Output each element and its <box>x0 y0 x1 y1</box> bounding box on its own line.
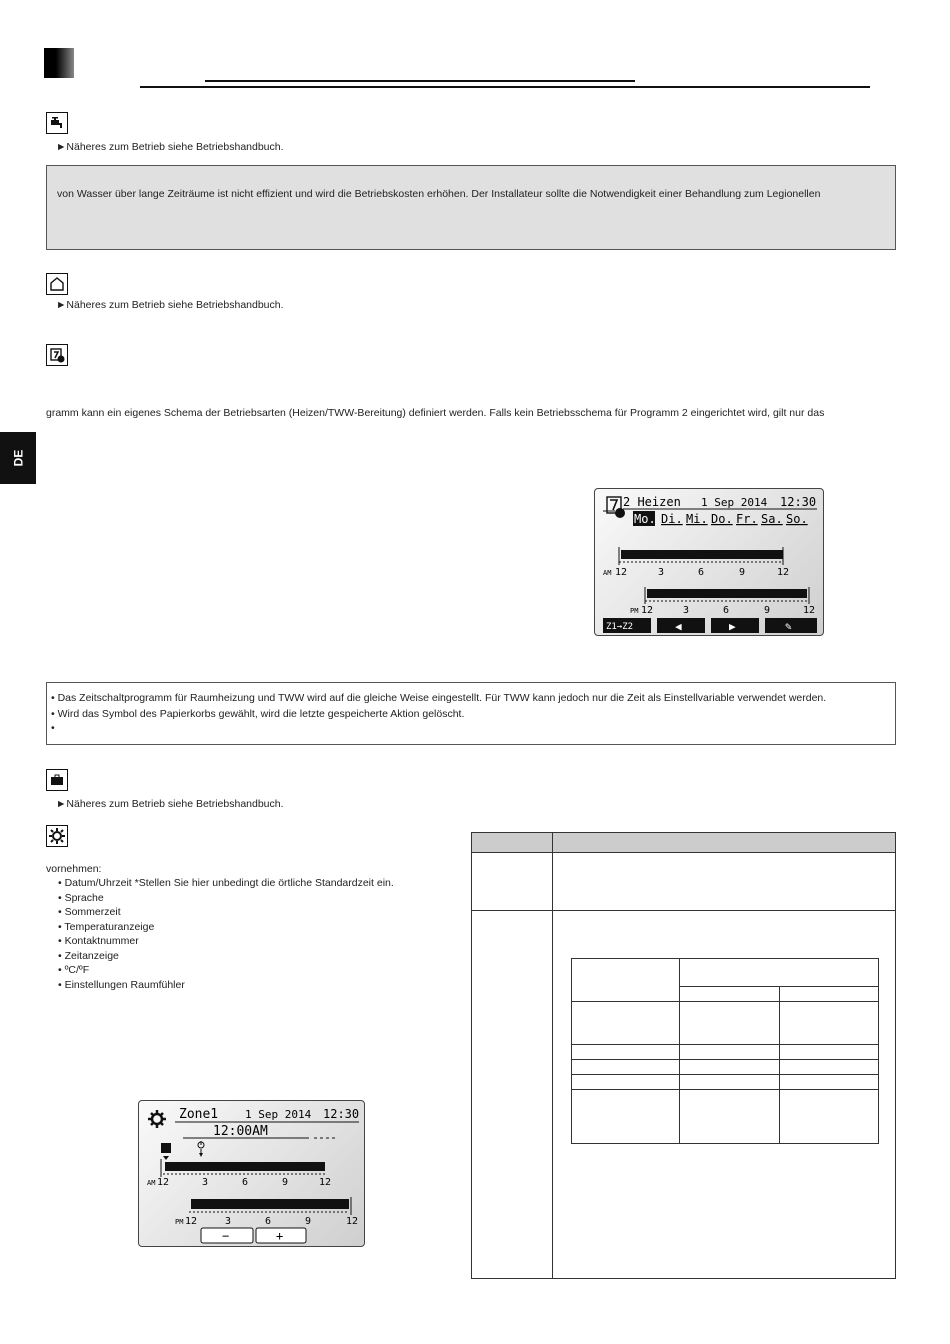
warning-text: von Wasser über lange Zeiträume ist nicht effizient und wird die Betriebskosten erhöhen. Der Installateur sollte die Notwendigkeit einer Behandlung zum Legionellen <box>57 188 821 200</box>
am2-tick-4: 12 <box>319 1177 332 1188</box>
zone-switch-button[interactable] <box>603 618 651 633</box>
settings-intro: vornehmen: <box>46 863 102 875</box>
warning-box <box>46 165 896 250</box>
pm-label-2: PM <box>175 1218 184 1226</box>
lcd2-title: Zone1 <box>179 1107 219 1122</box>
hot-water-note: ►Näheres zum Betrieb siehe Betriebshandbuch. <box>56 141 284 153</box>
edit-button[interactable] <box>765 618 817 633</box>
table-divider <box>552 833 553 1278</box>
header-rule-1 <box>205 80 635 82</box>
settings-table <box>471 832 896 1279</box>
list-item: • Sprache <box>58 891 104 904</box>
svg-text:+: + <box>276 1229 284 1243</box>
list-item: • Einstellungen Raumfühler <box>58 978 185 991</box>
trash-marker-icon <box>161 1143 171 1160</box>
power-marker-icon <box>198 1141 204 1157</box>
lcd-settings-screen <box>138 1100 365 1247</box>
svg-text:◀: ◀ <box>675 620 682 633</box>
svg-text:▶: ▶ <box>729 620 736 633</box>
nested-table <box>571 958 879 1144</box>
faucet-icon <box>46 112 68 134</box>
pm2-tick-1: 3 <box>225 1216 232 1227</box>
day-di[interactable]: Di. <box>661 512 683 526</box>
lcd2-date: 1 Sep 2014 <box>245 1108 312 1121</box>
suitcase-icon <box>46 769 68 791</box>
lcd1-time: 12:30 <box>780 495 817 509</box>
am2-tick-3: 9 <box>282 1177 289 1188</box>
edit-icon: ✎ <box>785 620 792 633</box>
lcd-timer-screen <box>594 488 824 636</box>
timer-info-box <box>46 682 896 745</box>
day-do[interactable]: Do. <box>711 512 733 526</box>
prev-button[interactable] <box>657 618 705 633</box>
pm-schedule-bar <box>191 1199 349 1209</box>
am-label: AM <box>603 569 612 577</box>
list-item: • Kontaktnummer <box>58 935 139 947</box>
am-tick-4: 12 <box>777 567 790 578</box>
pm-label: PM <box>630 607 639 615</box>
next-button[interactable] <box>711 618 759 633</box>
am2-tick-0: 12 <box>157 1177 170 1188</box>
timer-text: gramm kann ein eigenes Schema der Betriebsarten (Heizen/TWW-Bereitung) definiert werden. Falls kein Betriebsschema für Programm 2 eingerichtet wird, gilt nur das <box>46 407 825 419</box>
info-line-3: • <box>51 722 55 734</box>
list-item: • Sommerzeit <box>58 906 121 918</box>
pm-tick-2: 6 <box>723 605 730 616</box>
section-header-block <box>44 48 74 78</box>
am2-tick-1: 3 <box>202 1177 209 1188</box>
pm-tick-1: 3 <box>683 605 690 616</box>
lcd1-title: 2 Heizen <box>623 495 681 509</box>
gear-icon <box>46 825 68 847</box>
am-schedule-bar <box>621 550 783 559</box>
house-icon <box>46 273 68 295</box>
weekly-timer-icon <box>46 344 68 366</box>
gear-icon-lcd <box>148 1110 166 1128</box>
pm2-tick-0: 12 <box>185 1216 198 1227</box>
info-line-1: • Das Zeitschaltprogramm für Raumheizung und TWW wird auf die gleiche Weise eingestellt. Für TWW kann jedoch nur die Zeit als Einstellvariable verwendet werden. <box>51 692 827 704</box>
am2-tick-2: 6 <box>242 1177 249 1188</box>
plus-button[interactable] <box>256 1228 306 1243</box>
list-item: • Temperaturanzeige <box>58 920 155 933</box>
am-tick-2: 6 <box>698 567 705 578</box>
day-so[interactable]: So. <box>786 512 808 526</box>
pm2-tick-2: 6 <box>265 1216 272 1227</box>
lcd2-time: 12:30 <box>323 1107 360 1121</box>
table-header <box>472 833 895 853</box>
holiday-note: ►Näheres zum Betrieb siehe Betriebshandbuch. <box>56 798 284 810</box>
list-item: • ºC/ºF <box>58 964 90 976</box>
day-mi[interactable]: Mi. <box>686 512 708 526</box>
pm-tick-4: 12 <box>803 605 816 616</box>
table-row-divider <box>472 910 895 911</box>
day-sa[interactable]: Sa. <box>761 512 783 526</box>
svg-text:Z1→Z2: Z1→Z2 <box>606 622 634 632</box>
am-tick-1: 3 <box>658 567 665 578</box>
language-tab: DE <box>0 432 36 484</box>
day-mo[interactable]: Mo. <box>634 512 656 526</box>
pm-schedule-bar <box>647 589 807 598</box>
day-fr[interactable]: Fr. <box>736 512 758 526</box>
timer-icon-lcd <box>603 497 625 518</box>
svg-text:−: − <box>222 1229 230 1243</box>
minus-button[interactable] <box>201 1228 253 1243</box>
am-tick-0: 12 <box>615 567 628 578</box>
pm-tick-0: 12 <box>641 605 654 616</box>
list-item: • Datum/Uhrzeit *Stellen Sie hier unbedingt die örtliche Standardzeit ein. <box>58 877 394 889</box>
pm2-tick-3: 9 <box>305 1216 312 1227</box>
info-line-2: • Wird das Symbol des Papierkorbs gewählt, wird die letzte gespeicherte Aktion gelöscht. <box>51 708 465 720</box>
pm2-tick-4: 12 <box>346 1216 359 1227</box>
am-label-2: AM <box>147 1179 156 1187</box>
am-schedule-bar <box>165 1162 325 1171</box>
pm-tick-3: 9 <box>764 605 771 616</box>
lcd2-clock: 12:00AM <box>213 1124 268 1139</box>
header-rule-2 <box>140 86 870 88</box>
heating-note: ►Näheres zum Betrieb siehe Betriebshandbuch. <box>56 299 284 311</box>
list-item: • Zeitanzeige <box>58 949 119 962</box>
settings-list <box>58 876 394 992</box>
lcd1-date: 1 Sep 2014 <box>701 496 768 509</box>
am-tick-3: 9 <box>739 567 746 578</box>
